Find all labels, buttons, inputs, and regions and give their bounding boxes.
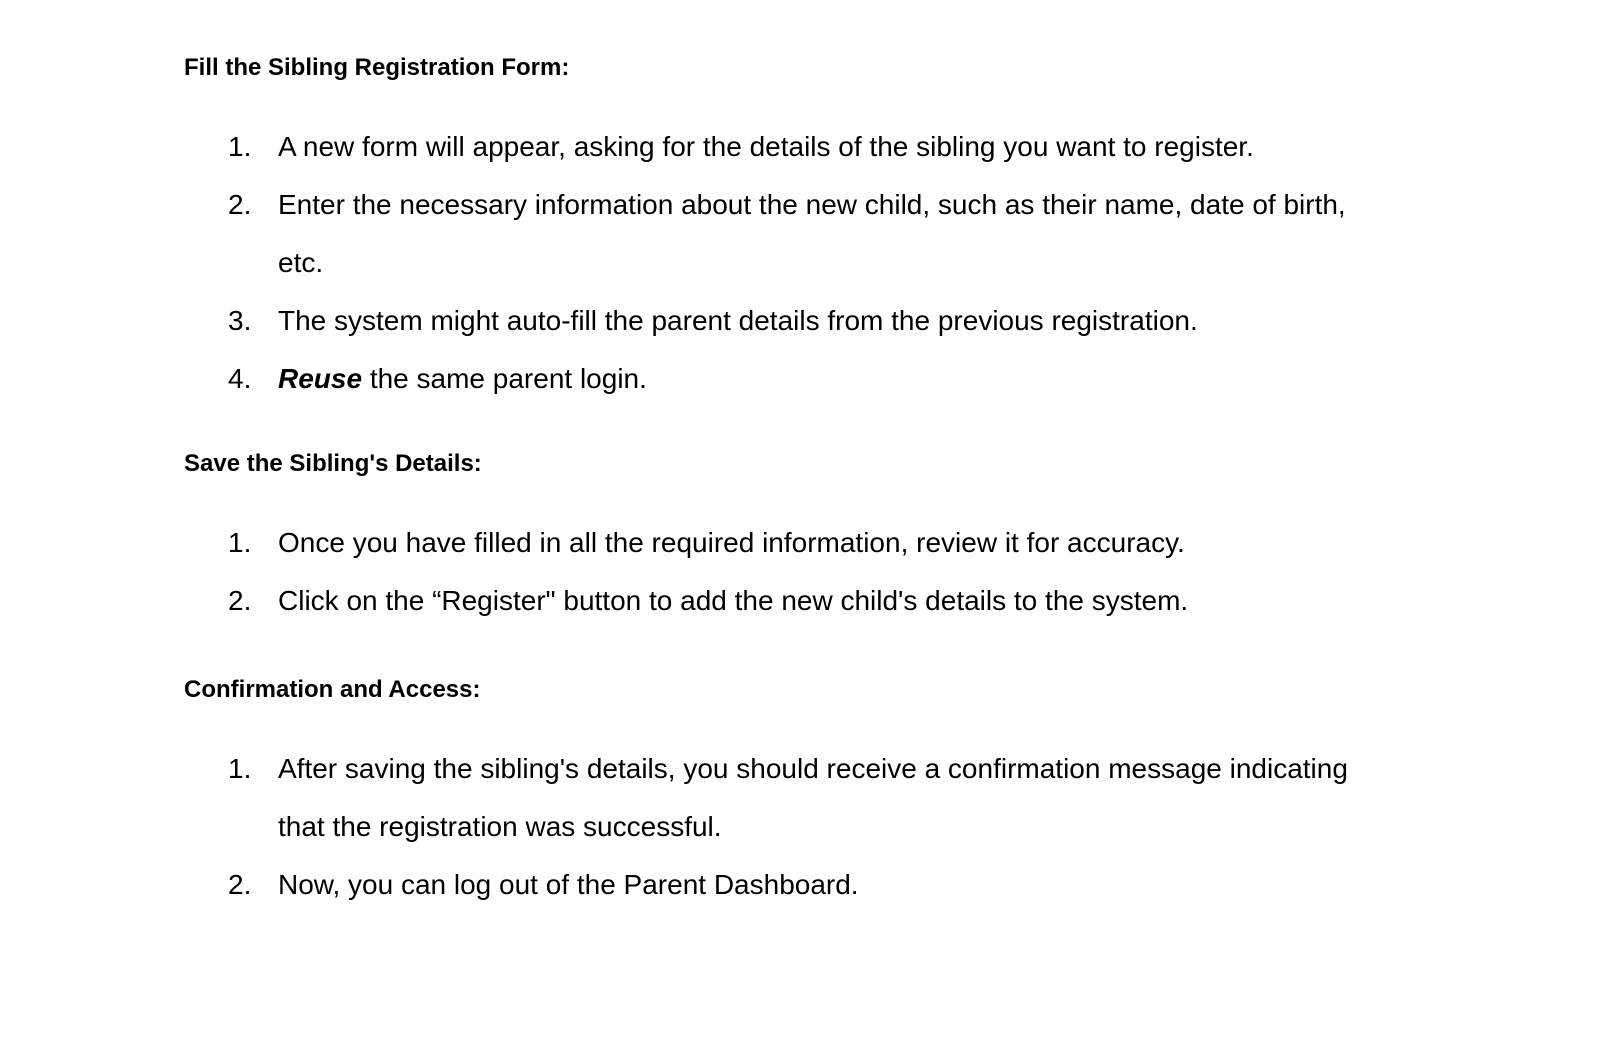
list-item — [228, 176, 1428, 292]
list-item-number: 2. — [228, 869, 252, 900]
list-item-text — [278, 350, 1408, 408]
list-item-number: 3. — [228, 305, 252, 336]
list-item-text: The system might auto-fill the parent details from the previous registration. — [278, 305, 1198, 336]
emphasis-reuse: Reuse — [278, 363, 363, 394]
save-details-steps-list — [228, 514, 1428, 630]
list-item-text: Enter the necessary information about the new child, such as their name, date of birth, etc. — [278, 189, 1346, 278]
list-item — [228, 740, 1428, 856]
fill-form-steps-list — [228, 118, 1428, 408]
list-item-number: 2. — [228, 189, 252, 220]
list-item — [228, 118, 1428, 176]
section-heading-confirmation: Confirmation and Access: — [184, 676, 481, 703]
list-item-number: 1. — [228, 753, 252, 784]
list-item-number: 2. — [228, 585, 252, 616]
list-item-text: After saving the sibling's details, you should receive a confirmation message indicating that the registration was successful. — [278, 753, 1348, 842]
list-item — [228, 856, 1428, 914]
list-item — [228, 350, 1428, 408]
section-heading-save-details: Save the Sibling's Details: — [184, 450, 482, 477]
list-item-text-rest: the same parent login. — [362, 363, 647, 394]
list-item-text: Now, you can log out of the Parent Dashboard. — [278, 869, 859, 900]
list-item-text: A new form will appear, asking for the details of the sibling you want to register. — [278, 131, 1254, 162]
list-item — [228, 514, 1428, 572]
list-item — [228, 292, 1428, 350]
list-item-number: 1. — [228, 527, 252, 558]
confirmation-steps-list — [228, 740, 1428, 914]
section-heading-fill-form: Fill the Sibling Registration Form: — [184, 54, 570, 81]
list-item-number: 4. — [228, 363, 252, 394]
list-item-text: Once you have filled in all the required information, review it for accuracy. — [278, 527, 1185, 558]
list-item — [228, 572, 1428, 630]
list-item-text: Click on the “Register" button to add the new child's details to the system. — [278, 585, 1189, 616]
list-item-number: 1. — [228, 131, 252, 162]
